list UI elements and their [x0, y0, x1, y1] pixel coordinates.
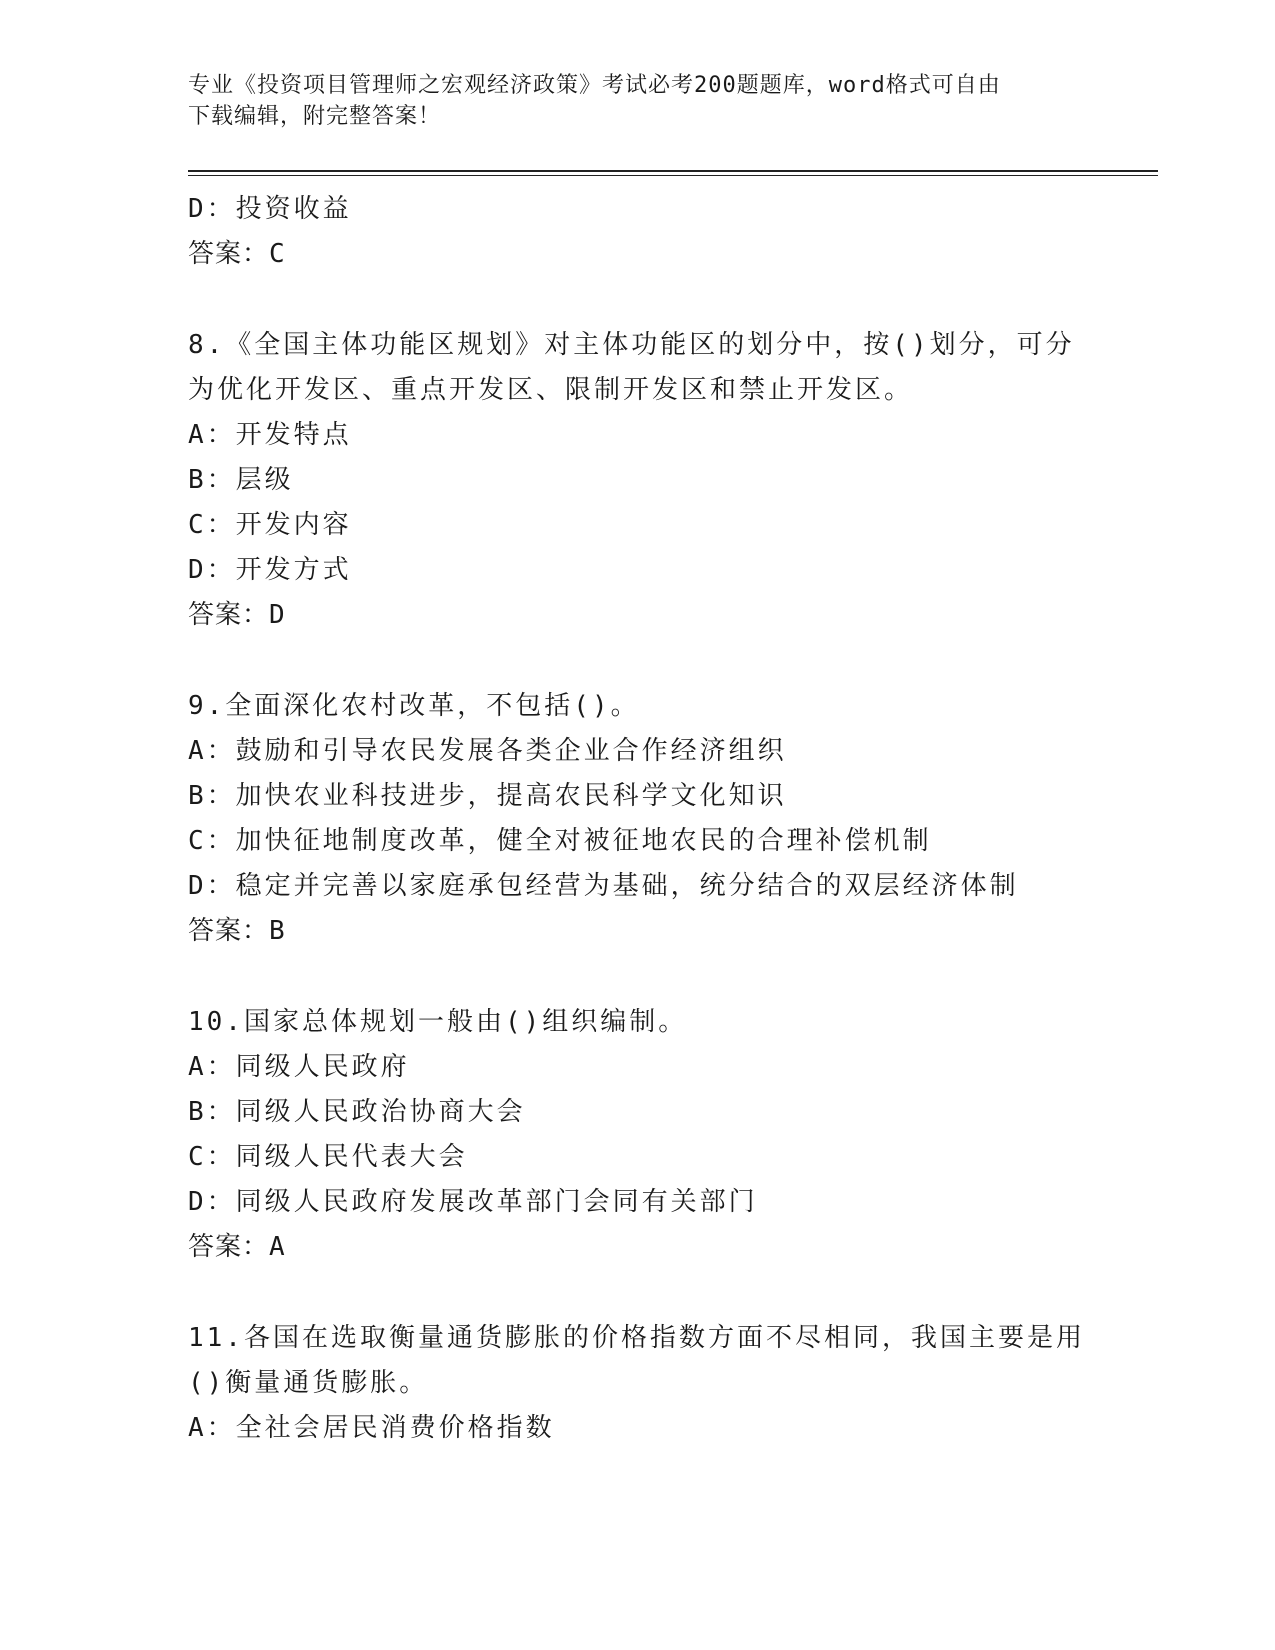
question-stem: 11.各国在选取衡量通货膨胀的价格指数方面不尽相同，我国主要是用: [188, 1323, 1085, 1353]
option-c: C：开发内容: [188, 510, 352, 540]
question-stem: 8.《全国主体功能区规划》对主体功能区的划分中，按()划分，可分: [188, 330, 1075, 360]
option-a: A：同级人民政府: [188, 1052, 410, 1082]
option-b: B：层级: [188, 465, 294, 495]
option-d: D：稳定并完善以家庭承包经营为基础，统分结合的双层经济体制: [188, 871, 1019, 901]
header-line-1: 专业《投资项目管理师之宏观经济政策》考试必考200题题库，word格式可自由: [188, 73, 1001, 98]
option-a: A：全社会居民消费价格指数: [188, 1413, 555, 1443]
header-line-2: 下载编辑，附完整答案！: [188, 104, 442, 129]
option-a: A：开发特点: [188, 420, 352, 450]
option-b: B：同级人民政治协商大会: [188, 1097, 526, 1127]
option-c: C：同级人民代表大会: [188, 1142, 468, 1172]
question-stem: 9.全面深化农村改革，不包括()。: [188, 691, 640, 721]
option-d: D：同级人民政府发展改革部门会同有关部门: [188, 1187, 758, 1217]
document-page: [188, 70, 1158, 1451]
option-d: D：投资收益: [188, 194, 352, 224]
answer: 答案：D: [188, 600, 286, 630]
answer: 答案：B: [188, 916, 286, 946]
answer: 答案：C: [188, 239, 286, 269]
option-a: A：鼓励和引导农民发展各类企业合作经济组织: [188, 736, 787, 766]
question-8: [188, 323, 1158, 638]
question-stem: 10.国家总体规划一般由()组织编制。: [188, 1007, 688, 1037]
answer: 答案：A: [188, 1232, 286, 1262]
content: [188, 187, 1158, 1451]
question-10: [188, 1000, 1158, 1270]
question-9: [188, 684, 1158, 954]
option-c: C：加快征地制度改革，健全对被征地农民的合理补偿机制: [188, 826, 932, 856]
question-stem-cont: 为优化开发区、重点开发区、限制开发区和禁止开发区。: [188, 375, 914, 405]
question-11: [188, 1316, 1158, 1451]
option-d: D：开发方式: [188, 555, 352, 585]
option-b: B：加快农业科技进步，提高农民科学文化知识: [188, 781, 787, 811]
question-stem-cont: ()衡量通货膨胀。: [188, 1368, 429, 1398]
header-divider: [188, 170, 1158, 176]
